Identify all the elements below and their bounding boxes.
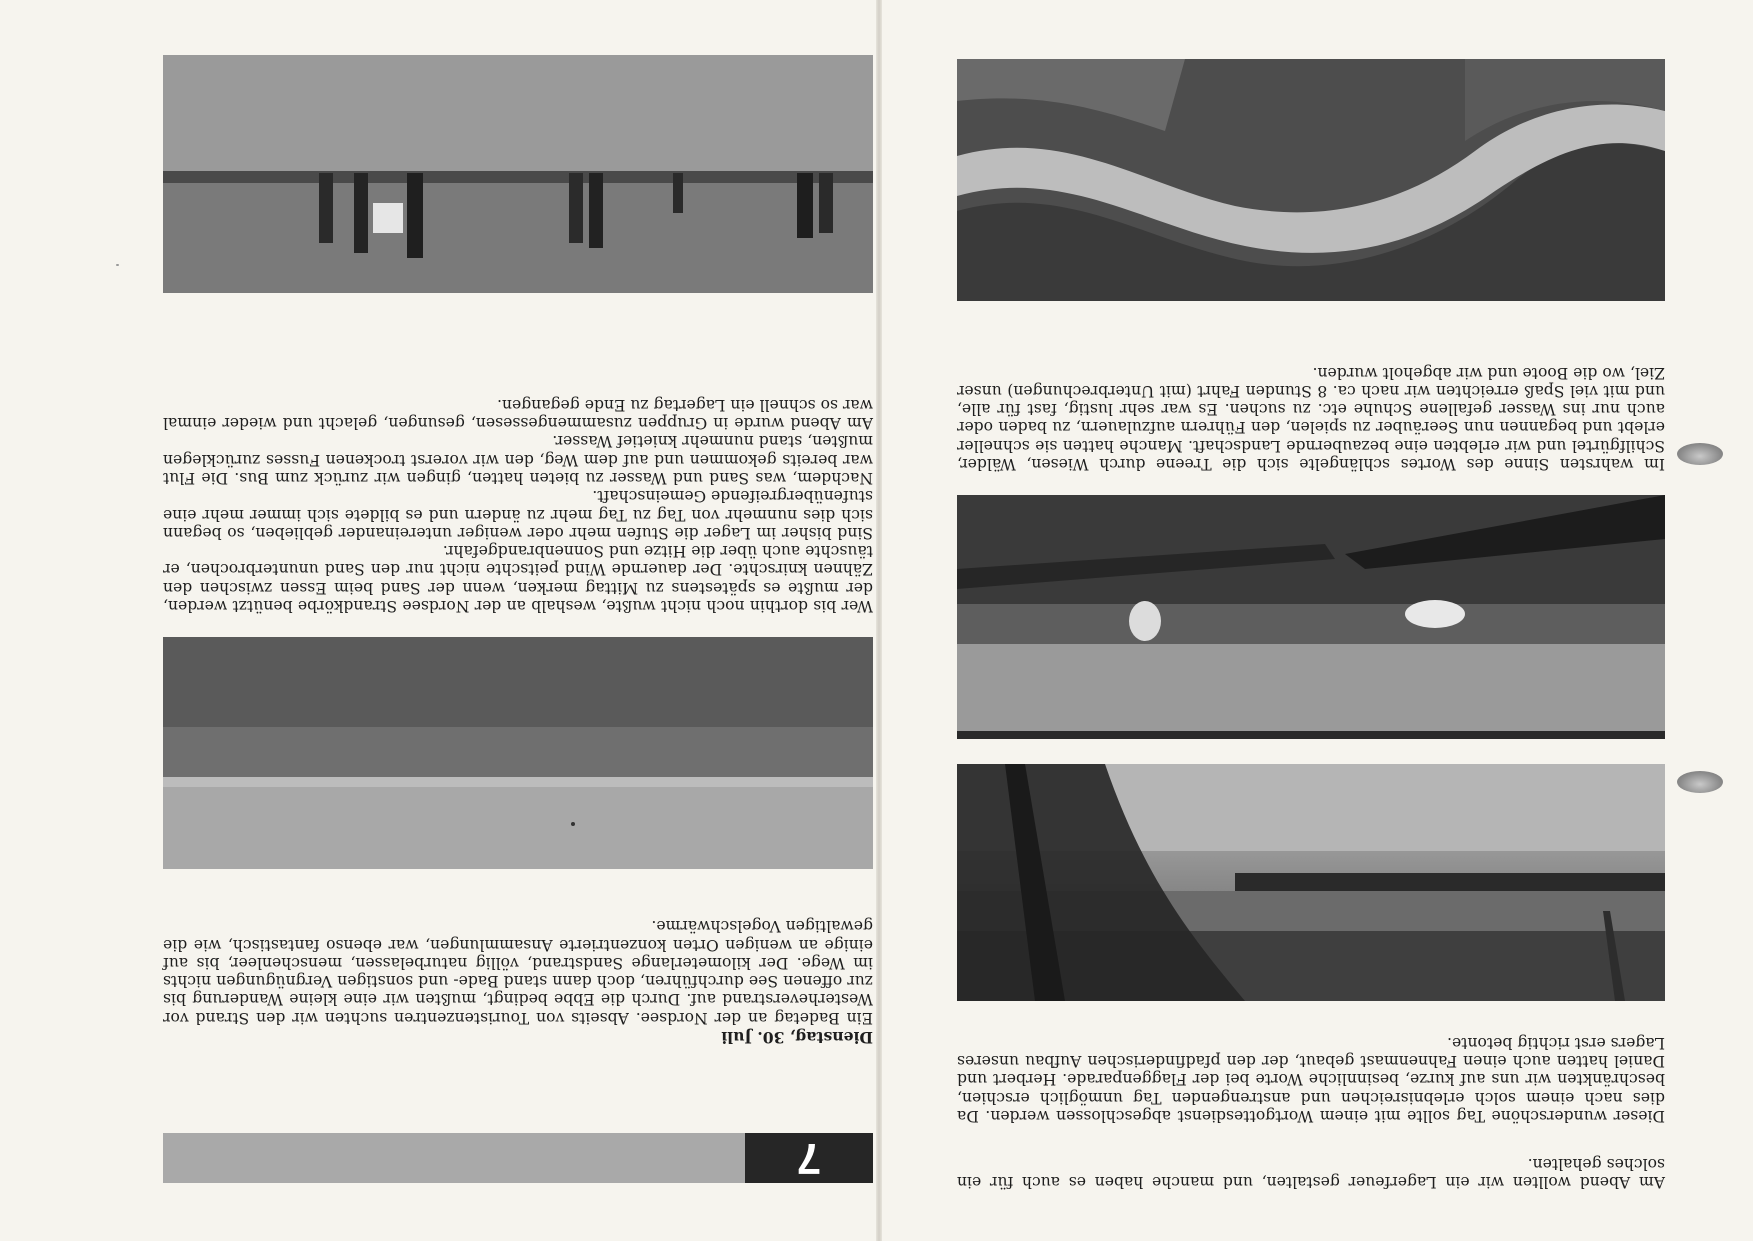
binder-hole-bottom [1677, 443, 1723, 465]
canoes-reeds-image [957, 495, 1665, 739]
text-badetag [163, 917, 873, 1046]
paragraph-flut: Nachdem, was Sand und Wasser zu bieten hatten, gingen wir zurück zum Bus. Die Flut war bereits gekommen und auf dem Weg, den wir vorerst trockenen Fusses zurücklegen mußten, stand nunmehr knietief Wasser. [163, 432, 873, 487]
section-heading: Dienstag, 30. Juli [721, 1028, 873, 1047]
paragraph-strandkoerbe: Wer bis dorthin noch nicht wußte, weshalb an der Nordsee Strandkörbe benützt werden, der mußte es spätestens zu Mittag merken, wenn der Sand beim Essen zwischen den Zähnen knirschte. Der dauernde Wind peitschte nicht nur den Sand ununterbrochen, er täuschte auch über die Hitze und Sonnenbrandgefahr. [163, 542, 873, 615]
photo-beach [163, 637, 873, 869]
text-campfire [957, 1154, 1665, 1191]
paragraph-abend: Am Abend wurde in Gruppen zusammengessesen, gesungen, gelacht und wieder einmal war so schnell ein Lagertag zu Ende gegangen. [163, 395, 873, 433]
photo-river-trees [957, 764, 1665, 1001]
beach-group-image [163, 55, 873, 293]
paragraph-stufen: Sind bisher im Lager die Stufen mehr oder weniger untereinander geblieben, so begann sich dies nunmehr von Tag zu Tag mehr zu ändern und es bildete sich immer mehr eine stufenübergreifende Gemeinschaft. [163, 487, 873, 542]
text-right-main [163, 395, 873, 615]
photo-beach-group [163, 55, 873, 293]
river-trees-image [957, 764, 1665, 1001]
page-number-band [163, 1133, 873, 1183]
photo-canoes-reeds [957, 495, 1665, 739]
page-number: 7 [745, 1133, 873, 1183]
text-treene [957, 363, 1665, 473]
river-aerial-image [957, 59, 1665, 301]
binder-hole-top [1677, 771, 1723, 793]
photo-river-aerial [957, 59, 1665, 301]
paragraph-badetag: Ein Badetag an der Nordsee. Abseits von Touristenzentren suchten wir den Strand vor Westerheverstrand auf. Durch die Ebbe bedingt, mußten wir eine kleine Wanderung bis zur offenen See durchführen, doch dann stand Bade- und sonstigen Vergnügungen nichts im Wege. Der kilometerlange Sandstrand, völlig naturbelassen, menschenleer, bis auf einige an wenigen Orten konzentrierte Ansammlungen, war ebenso fantastisch, wie die gewaltigen Vogelschwärme. [163, 917, 873, 1027]
left-page [877, 0, 1753, 1241]
text-worship [957, 1034, 1665, 1125]
paragraph-campfire: Am Abend wollten wir ein Lagerfeuer gestalten, und manche haben es auch für ein solches gehalten. [957, 1154, 1665, 1191]
paragraph-treene: Im wahrsten Sinne des Wortes schlängelte sich die Treene durch Wiesen, Wälder, Schilfgürtel und wir erlebten eine bezaubernde Landschaft. Manche hatten sie schneller erlebt und begannen nun Seeräuber zu spielen, den Führern aufzulauern, zu baden oder auch nur ins Wasser gefallene Schuhe etc. zu suchen. Es war sehr lustig, fast für alle, und mit viel Spaß erreichten wir nach ca. 8 Stunden Fahrt (mit Unterbrechungen) unser Ziel, wo die Boote und wir abgeholt wurden. [957, 363, 1665, 473]
paper-speck [116, 264, 119, 266]
beach-image [163, 637, 873, 869]
paragraph-worship: Dieser wunderschöne Tag sollte mit einem Wortgottesdienst abgeschlossen werden. Da dies nach einem solch erlebnisreichen und anstrengenden Tag unmöglich erschien, beschränkten wir uns auf kurze, besinnliche Worte bei der Flaggenparade. Herbert und Daniel hatten auch einen Fahnenmast gebaut, der den pfadfinderischen Aufbau unseres Lagers erst richtig betonte. [957, 1033, 1665, 1125]
